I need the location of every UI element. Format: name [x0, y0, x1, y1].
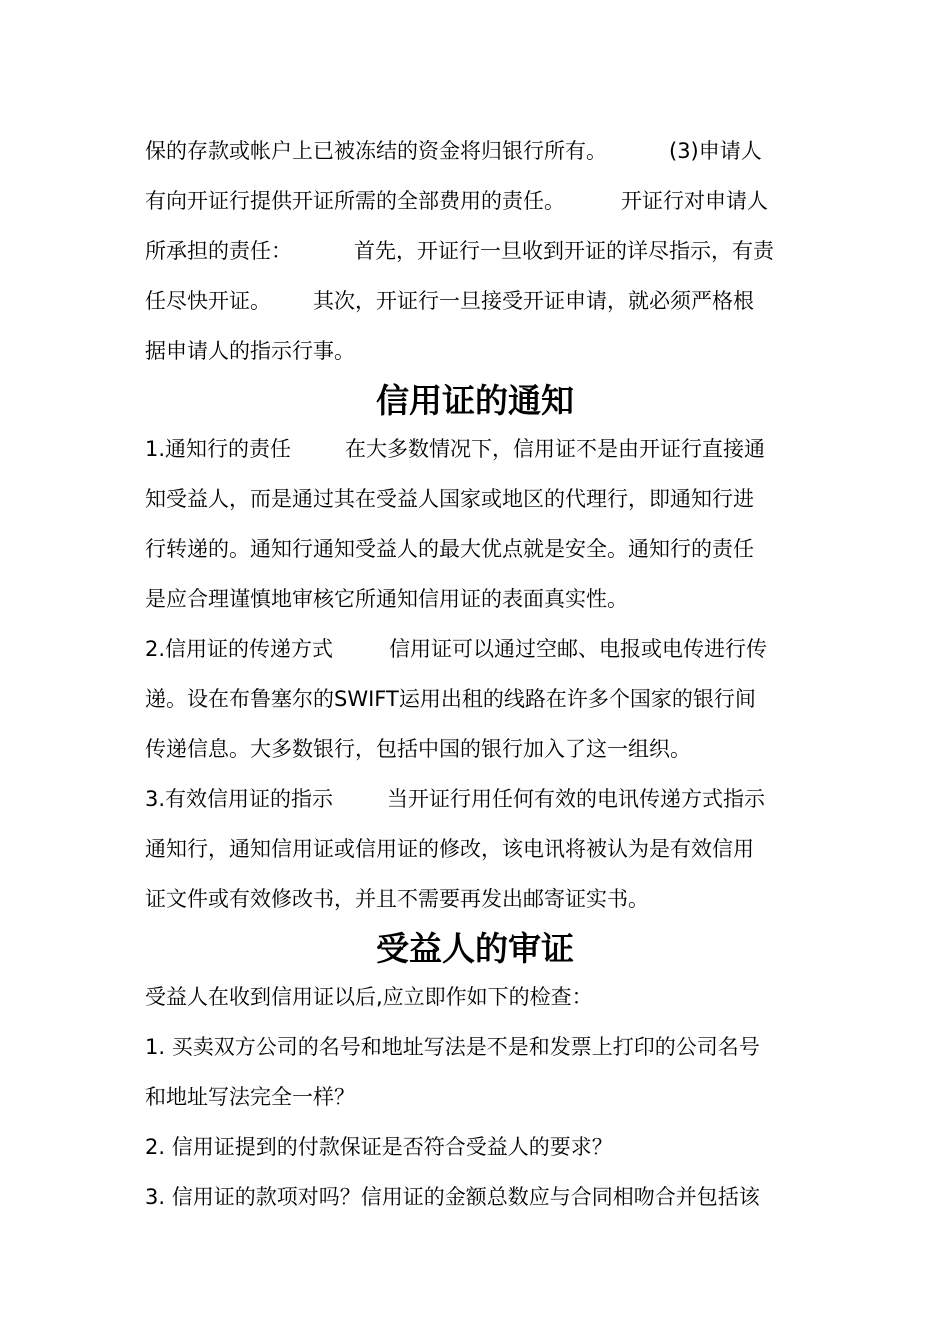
- paragraph-line: [145, 186, 807, 216]
- paragraph-line: [145, 286, 807, 316]
- text-segment: 所承担的责任：: [145, 239, 292, 263]
- text-segment: 首先，开证行一旦收到开证的详尽指示，有责: [354, 239, 774, 263]
- text-segment: 保的存款或帐户上已被冻结的资金将归银行所有。: [145, 139, 607, 163]
- paragraph-line: 证文件或有效修改书，并且不需要再发出邮寄证实书。: [145, 887, 649, 911]
- item-label: 1.通知行的责任: [145, 437, 292, 461]
- section-heading: 信用证的通知: [376, 381, 574, 420]
- paragraph-line: [145, 434, 807, 464]
- text-segment: 开证行对申请人: [621, 189, 768, 213]
- paragraph-line: 行转递的。通知行通知受益人的最大优点就是安全。通知行的责任: [145, 537, 754, 561]
- item-label: 2.信用证的传递方式: [145, 637, 334, 661]
- paragraph-line: [145, 236, 807, 266]
- paragraph-line: 2. 信用证提到的付款保证是否符合受益人的要求？: [145, 1135, 613, 1159]
- text-segment: 任尽快开证。: [145, 289, 271, 313]
- paragraph-line: 递。设在布鲁塞尔的SWIFT运用出租的线路在许多个国家的银行间: [145, 687, 756, 711]
- paragraph-line: 受益人在收到信用证以后,应立即作如下的检查：: [145, 985, 593, 1009]
- item-label: 3.有效信用证的指示: [145, 787, 334, 811]
- text-segment: 有向开证行提供开证所需的全部费用的责任。: [145, 189, 565, 213]
- paragraph-line: 是应合理谨慎地审核它所通知信用证的表面真实性。: [145, 587, 628, 611]
- paragraph-line: [145, 784, 807, 814]
- paragraph-line: 据申请人的指示行事。: [145, 339, 355, 363]
- paragraph-line: 3. 信用证的款项对吗？信用证的金额总数应与合同相吻合并包括该: [145, 1185, 760, 1209]
- paragraph-line: [145, 634, 807, 664]
- paragraph-line: 传递信息。大多数银行，包括中国的银行加入了这一组织。: [145, 737, 691, 761]
- text-segment: (3)申请人: [669, 139, 762, 163]
- paragraph-line: 和地址写法完全一样？: [145, 1085, 355, 1109]
- paragraph-line: [145, 136, 807, 166]
- paragraph-line: 知受益人，而是通过其在受益人国家或地区的代理行，即通知行进: [145, 487, 754, 511]
- section-heading: 受益人的审证: [376, 929, 574, 968]
- text-segment: 其次，开证行一旦接受开证申请，就必须严格根: [313, 289, 754, 313]
- paragraph-line: 1. 买卖双方公司的名号和地址写法是不是和发票上打印的公司名号: [145, 1035, 760, 1059]
- text-segment: 当开证行用任何有效的电讯传递方式指示: [387, 787, 766, 811]
- text-segment: 在大多数情况下，信用证不是由开证行直接通: [345, 437, 766, 461]
- text-segment: 信用证可以通过空邮、电报或电传进行传: [389, 637, 768, 661]
- paragraph-line: 通知行，通知信用证或信用证的修改，该电讯将被认为是有效信用: [145, 837, 754, 861]
